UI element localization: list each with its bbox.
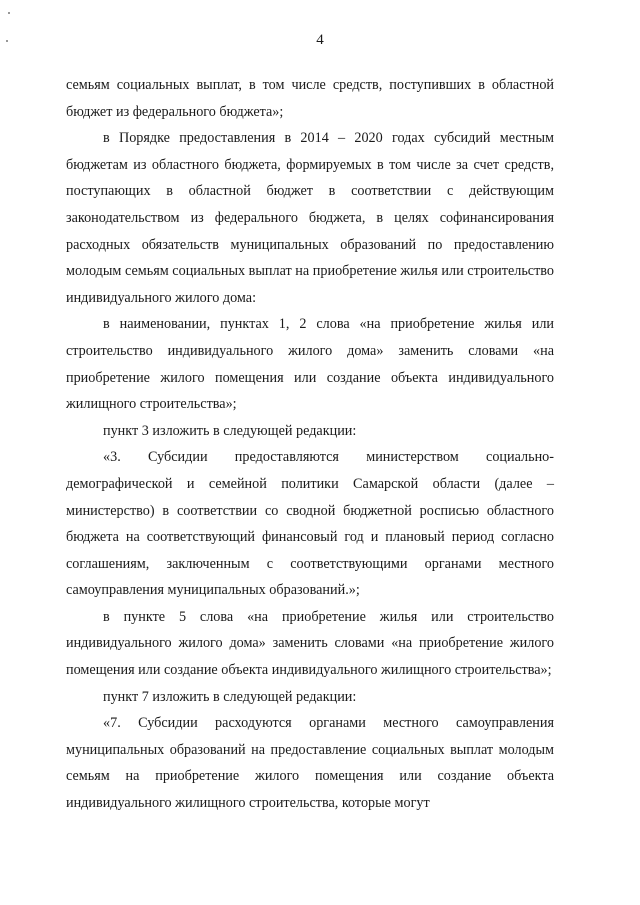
- paragraph-2: в Порядке предоставления в 2014 – 2020 годах субсидий местным бюджетам из областного бюджета, формируемых в том числе за счет средств, поступающих в областной бюджет в соответствии с действующим законодательством из федерального бюджета, в целях софинансирования расходных обязательств муниципальных образований по предоставлению молодым семьям социальных выплат на приобретение жилья или строительство индивидуального жилого дома:: [66, 130, 554, 306]
- paragraph-5: «3. Субсидии предоставляются министерством социально-демографической и семейной политики Самарской области (далее – министерство) в соответствии со сводной бюджетной росписью областного бюджета на соответствующий финансовый год и плановый период согласно соглашениям, заключенным с соответствующими органами местного самоуправления муниципальных образований.»;: [66, 449, 554, 599]
- paragraph-3: в наименовании, пунктах 1, 2 слова «на приобретение жилья или строительство индивидуального жилого дома» заменить словами «на приобретение жилого помещения или создание объекта индивидуального жилищного строительства»;: [66, 316, 554, 413]
- paragraph-4: пункт 3 изложить в следующей редакции:: [103, 422, 357, 439]
- page-number: 4: [316, 32, 324, 48]
- document-body: [66, 72, 554, 817]
- paragraph-6: в пункте 5 слова «на приобретение жилья или строительство индивидуального жилого дома» заменить словами «на приобретение жилого помещения или создание объекта индивидуального жилищного строительства»;: [66, 608, 554, 679]
- paragraph-7: пункт 7 изложить в следующей редакции:: [103, 688, 357, 705]
- scan-speck: [8, 12, 10, 14]
- paragraph-1: семьям социальных выплат, в том числе средств, поступивших в областной бюджет из федерального бюджета»;: [66, 77, 554, 120]
- paragraph-8: «7. Субсидии расходуются органами местного самоуправления муниципальных образований на предоставление социальных выплат молодым семьям на приобретение жилого помещения или создание объекта индивидуального жилищного строительства, которые могут: [66, 715, 554, 812]
